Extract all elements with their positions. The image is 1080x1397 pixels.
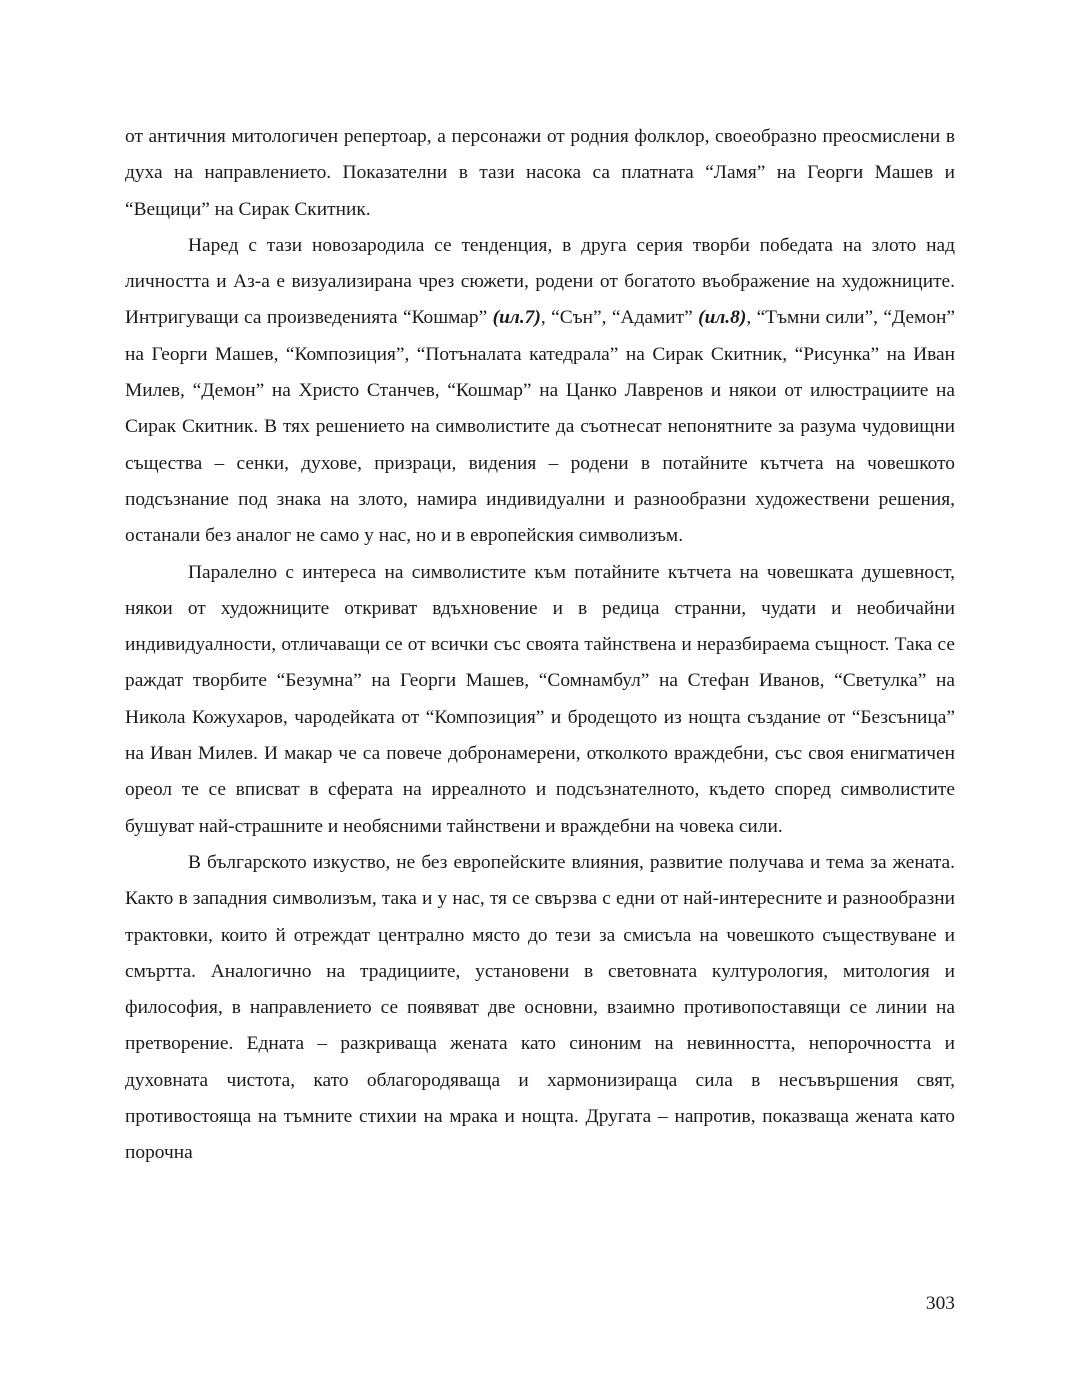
paragraph-2 bbox=[125, 228, 955, 555]
paragraph-3 bbox=[125, 555, 955, 845]
paragraph-3-text: Паралелно с интереса на символистите към потайните кътчета на човешката душевност, някои от художниците откриват вдъхновение и в редица странни, чудати и необичайни индивидуалности, отличаващи се от всички със своята тайнствена и неразбираема същност. Така се раждат творбите “Безумна” на Георги Машев, “Сомнамбул” на Стефан Иванов, “Светулка” на Никола Кожухаров, чародейката от “Композиция” и бродещото из нощта създание от “Безсъница” на Иван Милев. И макар че са повече добронамерени, отколкото враждебни, със своя енигматичен ореол те се вписват в сферата на ирреалното и подсъзнателното, където според символистите бушуват най-страшните и необясними тайнствени и враждебни на човека сили. bbox=[125, 561, 955, 837]
paragraph-4-text: В българското изкуство, не без европейските влияния, развитие получава и тема за жената. Както в западния символизъм, така и у нас, тя се свързва с едни от най-интересните и разнообразни трактовки, които й отреждат централно място до тези за смисъла на човешкото съществуване и смъртта. Аналогично на традициите, установени в световната културология, митология и философия, в направлението се появяват две основни, взаимно противопоставящи се линии на претворение. Едната – разкриваща жената като синоним на невинността, непорочността и духовната чистота, като облагородяваща и хармонизираща сила в несъвършения свят, противостояща на тъмните стихии на мрака и нощта. Другата – напротив, показваща жената като порочна bbox=[125, 851, 955, 1164]
paragraph-2-text-c: , “Тъмни сили”, “Демон” на Георги Машев, “Композиция”, “Потъналата катедрала” на Сирак Скитник, “Рисунка” на Иван Милев, “Демон” на Христо Станчев, “Кошмар” на Цанко Лавренов и някои от илюстрациите на Сирак Скитник. В тях решението на символистите да съотнесат непонятните за разума чудовищни същества – сенки, духове, призраци, видения – родени в потайните кътчета на човешкото подсъзнание под знака на злото, намира индивидуални и разнообразни художествени решения, останали без аналог не само у нас, но и в европейския символизъм. bbox=[125, 307, 956, 547]
page-body bbox=[125, 119, 955, 1172]
illustration-ref-8: (ил.8) bbox=[698, 307, 747, 329]
illustration-ref-7: (ил.7) bbox=[492, 307, 541, 329]
paragraph-2-text-a: Наред с тази новозародила се тенденция, в друга серия творби победата на злото над личността и Аз-а е визуализирана чрез сюжети, родени от богатото въображение на художниците. Интригуващи са произведенията “Кошмар” bbox=[125, 234, 955, 329]
page-number: 303 bbox=[925, 1293, 955, 1314]
paragraph-1-text: от античния митологичен репертоар, а персонажи от родния фолклор, своеобразно преосмислени в духа на направлението. Показателни в тази насока са платната “Ламя” на Георги Машев и “Вещици” на Сирак Скитник. bbox=[125, 126, 955, 220]
paragraph-4 bbox=[125, 845, 955, 1172]
paragraph-1 bbox=[125, 119, 955, 228]
paragraph-2-text-b: , “Сън”, “Адамит” bbox=[540, 307, 699, 329]
